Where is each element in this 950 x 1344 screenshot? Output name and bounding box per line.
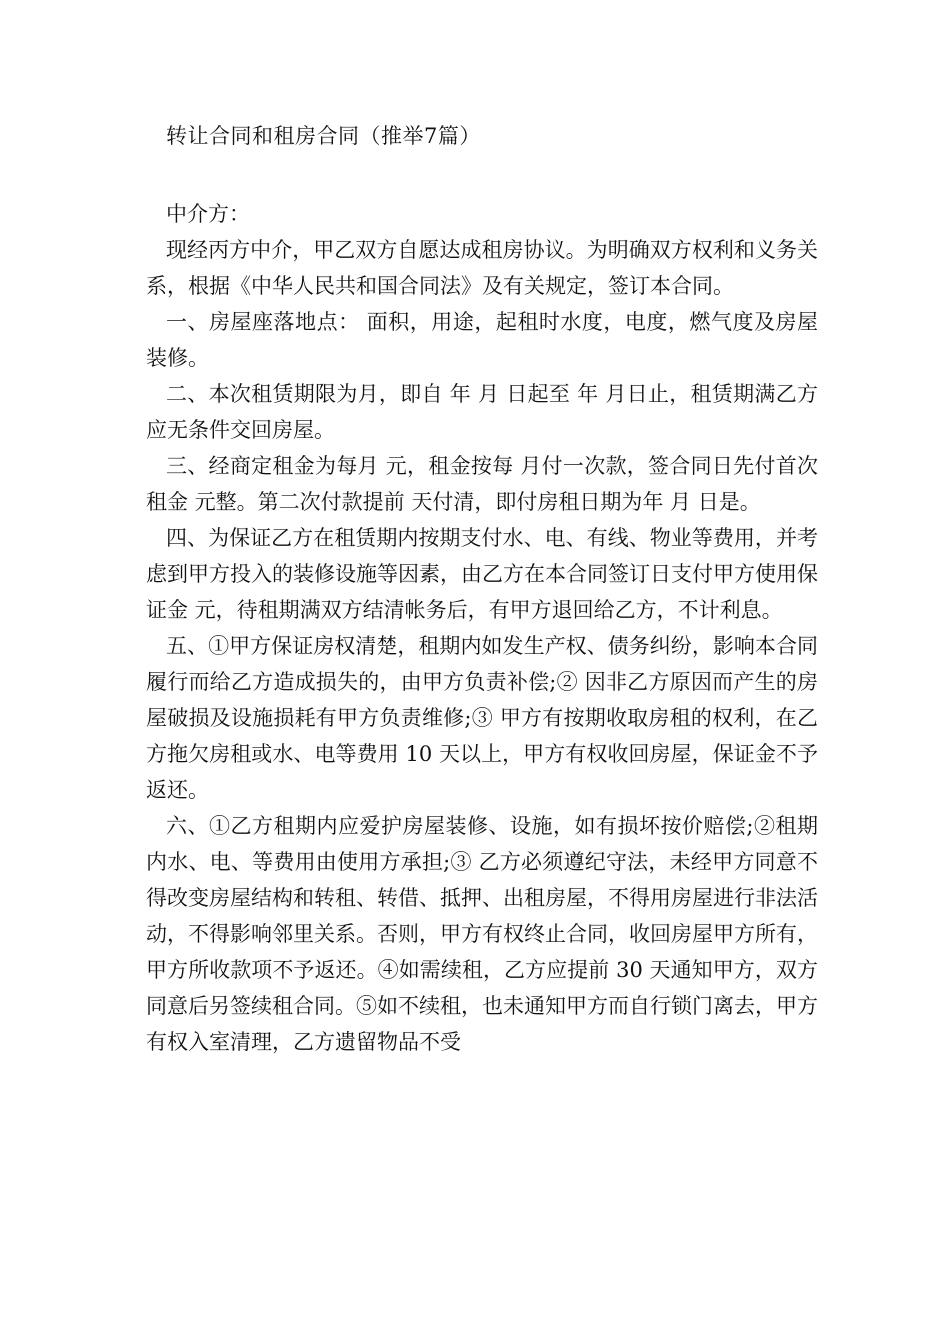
paragraph-clause-5: 五、①甲方保证房权清楚，租期内如发生产权、债务纠纷，影响本合同履行而给乙方造成损失的，由甲方负责补偿;② 因非乙方原因而产生的房屋破损及设施损耗有甲方负责维修;③ 甲方有按期收取房租的权利，在乙方拖欠房租或水、电等费用 10 天以上，甲方有权收回房屋，保证金不予返还。 [146, 634, 818, 802]
paragraph-clause-4: 四、为保证乙方在租赁期内按期支付水、电、有线、物业等费用，并考虑到甲方投入的装修设施等因素，由乙方在本合同签订日支付甲方使用保证金 元，待租期满双方结清帐务后，有甲方退回给乙方，不计利息。 [146, 526, 818, 622]
paragraph-intermediary: 中介方： [166, 202, 250, 226]
paragraph-clause-6: 六、①乙方租期内应爱护房屋装修、设施，如有损坏按价赔偿;②租期内水、电、等费用由使用方承担;③ 乙方必须遵纪守法，未经甲方同意不得改变房屋结构和转租、转借、抵押、出租房屋，不得用房屋进行非法活动，不得影响邻里关系。否则，甲方有权终止合同，收回房屋甲方所有，甲方所收款项不予返还。④如需续租，乙方应提前 30 天通知甲方，双方同意后另签续租合同。⑤如不续租，也未通知甲方而自行锁门离去，甲方有权入室清理，乙方遗留物品不受 [146, 814, 818, 1054]
paragraph-clause-1: 一、房屋座落地点： 面积，用途，起租时水度，电度，燃气度及房屋装修。 [146, 310, 818, 370]
document-body [146, 196, 818, 1060]
document-title: 转让合同和租房合同（推举7篇） [166, 124, 481, 148]
paragraph-clause-2: 二、本次租赁期限为月，即自 年 月 日起至 年 月日止，租赁期满乙方应无条件交回房屋。 [146, 382, 818, 442]
paragraph-preamble: 现经丙方中介，甲乙双方自愿达成租房协议。为明确双方权利和义务关系，根据《中华人民共和国合同法》及有关规定，签订本合同。 [146, 238, 818, 298]
paragraph-clause-3: 三、经商定租金为每月 元，租金按每 月付一次款，签合同日先付首次租金 元整。第二次付款提前 天付清，即付房租日期为年 月 日是。 [146, 454, 818, 514]
